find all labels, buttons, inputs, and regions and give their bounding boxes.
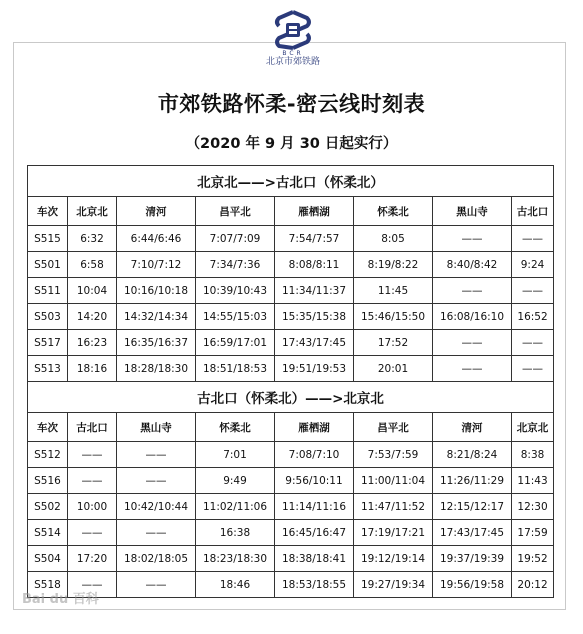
time-cell: —— bbox=[512, 226, 554, 252]
time-cell: 16:08/16:10 bbox=[433, 304, 512, 330]
logo-abbr: BCR bbox=[282, 50, 304, 57]
column-header: 黑山寺 bbox=[433, 197, 512, 226]
column-header: 古北口 bbox=[512, 197, 554, 226]
time-cell: 6:58 bbox=[68, 252, 117, 278]
time-cell: 11:47/11:52 bbox=[354, 494, 433, 520]
time-cell: 6:44/6:46 bbox=[117, 226, 196, 252]
time-cell: 7:53/7:59 bbox=[354, 442, 433, 468]
bcr-logo bbox=[263, 10, 323, 80]
time-cell: 8:08/8:11 bbox=[275, 252, 354, 278]
time-cell: 11:34/11:37 bbox=[275, 278, 354, 304]
watermark: Bai du 百科 bbox=[22, 592, 99, 607]
column-header: 车次 bbox=[28, 413, 68, 442]
time-cell: 8:38 bbox=[512, 442, 554, 468]
time-cell: 6:32 bbox=[68, 226, 117, 252]
time-cell: 17:43/17:45 bbox=[275, 330, 354, 356]
time-cell: —— bbox=[512, 278, 554, 304]
time-cell: 20:12 bbox=[512, 572, 554, 598]
column-header: 黑山寺 bbox=[117, 413, 196, 442]
time-cell: 17:43/17:45 bbox=[433, 520, 512, 546]
time-cell: 18:28/18:30 bbox=[117, 356, 196, 382]
time-cell: 18:23/18:30 bbox=[196, 546, 275, 572]
time-cell: 11:26/11:29 bbox=[433, 468, 512, 494]
time-cell: —— bbox=[117, 468, 196, 494]
table-row bbox=[28, 356, 554, 382]
table-row bbox=[28, 278, 554, 304]
direction-row bbox=[28, 382, 554, 413]
time-cell: 10:04 bbox=[68, 278, 117, 304]
time-cell: 17:59 bbox=[512, 520, 554, 546]
time-cell: 19:56/19:58 bbox=[433, 572, 512, 598]
time-cell: 16:35/16:37 bbox=[117, 330, 196, 356]
time-cell: 16:52 bbox=[512, 304, 554, 330]
train-number: S503 bbox=[28, 304, 68, 330]
time-cell: 19:37/19:39 bbox=[433, 546, 512, 572]
train-number: S504 bbox=[28, 546, 68, 572]
time-cell: 18:16 bbox=[68, 356, 117, 382]
time-cell: —— bbox=[68, 468, 117, 494]
train-number: S512 bbox=[28, 442, 68, 468]
time-cell: 7:08/7:10 bbox=[275, 442, 354, 468]
time-cell: —— bbox=[68, 572, 117, 598]
page-title: 市郊铁路怀柔-密云线时刻表 bbox=[157, 92, 426, 116]
time-cell: —— bbox=[512, 356, 554, 382]
time-cell: 8:19/8:22 bbox=[354, 252, 433, 278]
time-cell: 15:46/15:50 bbox=[354, 304, 433, 330]
table-row bbox=[28, 226, 554, 252]
time-cell: 19:52 bbox=[512, 546, 554, 572]
train-number: S516 bbox=[28, 468, 68, 494]
time-cell: 14:20 bbox=[68, 304, 117, 330]
time-cell: —— bbox=[117, 520, 196, 546]
time-cell: —— bbox=[68, 442, 117, 468]
direction-row bbox=[28, 166, 554, 197]
time-cell: 18:38/18:41 bbox=[275, 546, 354, 572]
column-header: 雁栖湖 bbox=[275, 197, 354, 226]
logo-org-name: 北京市郊铁路 bbox=[265, 57, 320, 67]
time-cell: 16:45/16:47 bbox=[275, 520, 354, 546]
table-row bbox=[28, 546, 554, 572]
table-row bbox=[28, 494, 554, 520]
time-cell: 18:46 bbox=[196, 572, 275, 598]
time-cell: 19:27/19:34 bbox=[354, 572, 433, 598]
time-cell: 9:56/10:11 bbox=[275, 468, 354, 494]
time-cell: 9:24 bbox=[512, 252, 554, 278]
time-cell: —— bbox=[433, 226, 512, 252]
time-cell: 10:42/10:44 bbox=[117, 494, 196, 520]
time-cell: 17:19/17:21 bbox=[354, 520, 433, 546]
time-cell: 18:02/18:05 bbox=[117, 546, 196, 572]
train-number: S517 bbox=[28, 330, 68, 356]
time-cell: 16:59/17:01 bbox=[196, 330, 275, 356]
column-header: 古北口 bbox=[68, 413, 117, 442]
column-header: 雁栖湖 bbox=[275, 413, 354, 442]
time-cell: 15:35/15:38 bbox=[275, 304, 354, 330]
train-number: S502 bbox=[28, 494, 68, 520]
time-cell: —— bbox=[433, 330, 512, 356]
time-cell: 14:32/14:34 bbox=[117, 304, 196, 330]
time-cell: 11:02/11:06 bbox=[196, 494, 275, 520]
time-cell: —— bbox=[433, 278, 512, 304]
time-cell: —— bbox=[512, 330, 554, 356]
time-cell: 17:20 bbox=[68, 546, 117, 572]
time-cell: 7:07/7:09 bbox=[196, 226, 275, 252]
time-cell: —— bbox=[68, 520, 117, 546]
time-cell: 10:00 bbox=[68, 494, 117, 520]
column-header: 昌平北 bbox=[354, 413, 433, 442]
column-header: 怀柔北 bbox=[196, 413, 275, 442]
column-header: 清河 bbox=[433, 413, 512, 442]
train-number: S515 bbox=[28, 226, 68, 252]
direction-label: 北京北——>古北口（怀柔北） bbox=[28, 166, 554, 197]
time-cell: 7:34/7:36 bbox=[196, 252, 275, 278]
time-cell: 11:45 bbox=[354, 278, 433, 304]
time-cell: 17:52 bbox=[354, 330, 433, 356]
time-cell: —— bbox=[433, 356, 512, 382]
time-cell: 20:01 bbox=[354, 356, 433, 382]
table-row bbox=[28, 330, 554, 356]
train-number: S501 bbox=[28, 252, 68, 278]
direction-label: 古北口（怀柔北）——>北京北 bbox=[28, 382, 554, 413]
time-cell: 19:12/19:14 bbox=[354, 546, 433, 572]
column-header: 车次 bbox=[28, 197, 68, 226]
time-cell: 8:40/8:42 bbox=[433, 252, 512, 278]
time-cell: 7:54/7:57 bbox=[275, 226, 354, 252]
time-cell: 7:01 bbox=[196, 442, 275, 468]
time-cell: 19:51/19:53 bbox=[275, 356, 354, 382]
column-header: 北京北 bbox=[68, 197, 117, 226]
table-row bbox=[28, 252, 554, 278]
table-row bbox=[28, 442, 554, 468]
time-cell: 16:38 bbox=[196, 520, 275, 546]
table-row bbox=[28, 468, 554, 494]
time-cell: 8:21/8:24 bbox=[433, 442, 512, 468]
train-number: S514 bbox=[28, 520, 68, 546]
time-cell: —— bbox=[117, 442, 196, 468]
header-row bbox=[28, 197, 554, 226]
time-cell: 14:55/15:03 bbox=[196, 304, 275, 330]
header-row bbox=[28, 413, 554, 442]
time-cell: 18:53/18:55 bbox=[275, 572, 354, 598]
time-cell: 10:39/10:43 bbox=[196, 278, 275, 304]
train-number: S513 bbox=[28, 356, 68, 382]
bcr-logo-icon bbox=[273, 10, 313, 50]
table-row bbox=[28, 520, 554, 546]
time-cell: —— bbox=[117, 572, 196, 598]
column-header: 怀柔北 bbox=[354, 197, 433, 226]
column-header: 北京北 bbox=[512, 413, 554, 442]
time-cell: 16:23 bbox=[68, 330, 117, 356]
time-cell: 10:16/10:18 bbox=[117, 278, 196, 304]
time-cell: 11:43 bbox=[512, 468, 554, 494]
time-cell: 11:14/11:16 bbox=[275, 494, 354, 520]
column-header: 昌平北 bbox=[196, 197, 275, 226]
table-row bbox=[28, 572, 554, 598]
time-cell: 8:05 bbox=[354, 226, 433, 252]
train-number: S511 bbox=[28, 278, 68, 304]
time-cell: 9:49 bbox=[196, 468, 275, 494]
time-cell: 12:30 bbox=[512, 494, 554, 520]
time-cell: 12:15/12:17 bbox=[433, 494, 512, 520]
train-number: S518 bbox=[28, 572, 68, 598]
timetable bbox=[27, 165, 554, 598]
time-cell: 18:51/18:53 bbox=[196, 356, 275, 382]
column-header: 清河 bbox=[117, 197, 196, 226]
time-cell: 11:00/11:04 bbox=[354, 468, 433, 494]
page-subtitle: （2020 年 9 月 30 日起实行） bbox=[185, 136, 398, 152]
time-cell: 7:10/7:12 bbox=[117, 252, 196, 278]
table-row bbox=[28, 304, 554, 330]
